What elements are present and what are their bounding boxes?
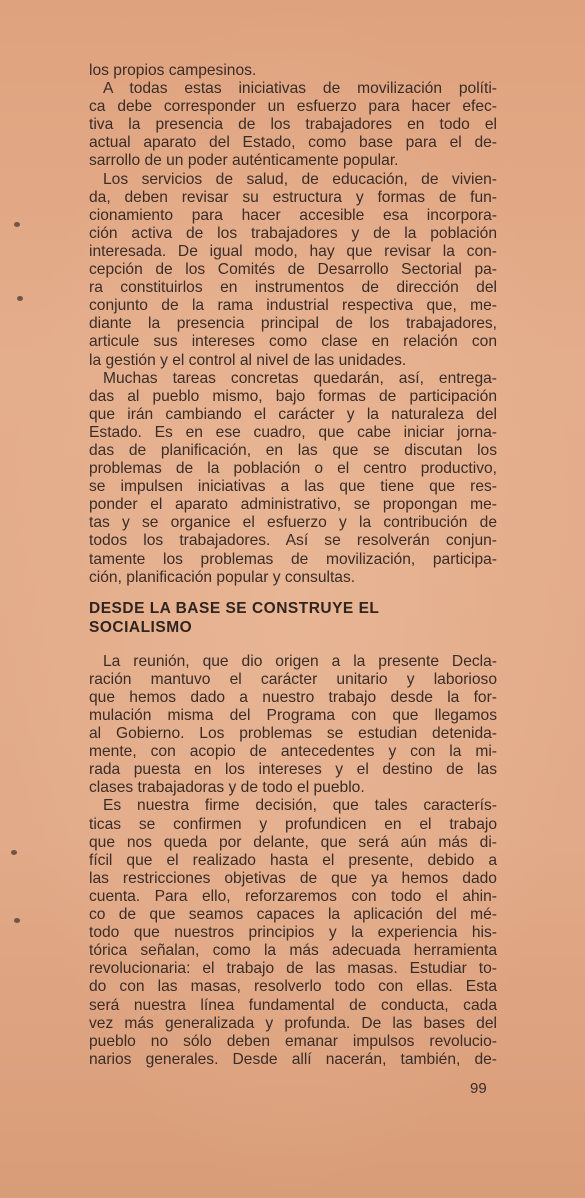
text-line: diante la presencia principal de los trabajadores, bbox=[89, 315, 497, 333]
text-line: tamente los problemas de movilización, participa- bbox=[89, 550, 497, 568]
text-line: articule sus intereses como clase en relación con bbox=[89, 333, 497, 351]
text-line: ra constituirlos en instrumentos de dirección del bbox=[89, 279, 497, 297]
text-line: tórica señalan, como la más adecuada herramienta bbox=[89, 942, 497, 960]
text-line: das de planificación, en las que se discutan los bbox=[89, 441, 497, 459]
text-line: cionamiento para hacer accesible esa incorpora- bbox=[89, 206, 497, 224]
text-line: ca debe corresponder un esfuerzo para hacer efec- bbox=[89, 98, 497, 116]
page-number: 99 bbox=[470, 1080, 487, 1097]
text-line: los propios campesinos. bbox=[89, 62, 257, 79]
paragraph-1 bbox=[89, 62, 497, 80]
text-line: narios generales. Desde allí nacerán, también, de- bbox=[89, 1050, 497, 1068]
text-line: ponder el aparato administrativo, se propongan me- bbox=[89, 496, 497, 514]
text-line: co de que seamos capaces la aplicación del mé- bbox=[89, 906, 497, 924]
text-line: será nuestra línea fundamental de conducta, cada bbox=[89, 996, 497, 1014]
paragraph-6 bbox=[89, 797, 497, 1068]
heading-line: SOCIALISMO bbox=[89, 618, 193, 636]
text-line: mulación misma del Programa con que llegamos bbox=[89, 707, 497, 724]
text-line: todos los trabajadores. Así se resolverán conjun- bbox=[89, 532, 497, 550]
binding-hole-mark bbox=[14, 918, 20, 923]
binding-hole-mark bbox=[17, 296, 23, 301]
text-line: cuenta. Para ello, reforzaremos con todo el ahin- bbox=[89, 887, 497, 905]
text-line: rada puesta en los intereses y el destino de las bbox=[89, 761, 497, 779]
text-line: que nos queda por delante, que será aún más di- bbox=[89, 833, 497, 851]
text-line: tiva la presencia de los trabajadores en todo el bbox=[89, 116, 497, 134]
text-line: conjunto de la rama industrial respectiva que, me- bbox=[89, 297, 497, 315]
text-line: sarrollo de un poder auténticamente popular. bbox=[89, 152, 399, 170]
binding-hole-mark bbox=[14, 222, 20, 227]
text-line: La reunión, que dio origen a la presente Decla- bbox=[103, 652, 497, 670]
text-line: pueblo no sólo deben emanar impulsos revolucio- bbox=[89, 1032, 497, 1050]
text-line: Los servicios de salud, de educación, de vivien- bbox=[103, 170, 497, 188]
text-line: problemas de la población o el centro productivo, bbox=[89, 460, 497, 478]
text-line: das al pueblo mismo, bajo formas de participación bbox=[89, 387, 497, 405]
text-line: todo que nuestros principios y la experiencia his- bbox=[89, 924, 497, 942]
section-heading bbox=[89, 599, 497, 637]
text-line: ticas se confirmen y profundicen en el trabajo bbox=[89, 815, 497, 833]
text-line: vez más generalizada y profunda. De las bases del bbox=[89, 1014, 497, 1032]
text-line: Muchas tareas concretas quedarán, así, entrega- bbox=[103, 369, 497, 387]
text-line: tas y se organice el esfuerzo y la contribución de bbox=[89, 514, 497, 532]
text-line: fícil que el realizado hasta el presente, debido a bbox=[89, 851, 497, 869]
text-line: Es nuestra firme decisión, que tales caracterís- bbox=[103, 797, 497, 815]
text-line: cepción de los Comités de Desarrollo Sectorial pa- bbox=[89, 261, 497, 279]
text-line: que hemos dado a nuestro trabajo desde la for- bbox=[89, 688, 497, 706]
text-line: ción activa de los trabajadores y de la población bbox=[89, 224, 497, 242]
text-line: las restricciones objetivas de que ya hemos dado bbox=[89, 869, 497, 887]
paragraph-3 bbox=[89, 171, 497, 370]
text-line: al Gobierno. Los problemas se estudian detenida- bbox=[89, 725, 497, 743]
text-line: mente, con acopio de antecedentes y con la mi- bbox=[89, 743, 497, 761]
text-line: ración mantuvo el carácter unitario y laborioso bbox=[89, 670, 497, 688]
paragraph-5 bbox=[89, 653, 497, 798]
text-line: que irán cambiando el carácter y la naturaleza del bbox=[89, 405, 497, 423]
binding-hole-mark bbox=[11, 850, 17, 855]
text-line: se impulsen iniciativas a las que tiene que res- bbox=[89, 478, 497, 496]
paragraph-2 bbox=[89, 80, 497, 170]
text-line: revolucionaria: el trabajo de las masas. Estudiar to- bbox=[89, 960, 497, 978]
text-line: actual aparato del Estado, como base para el de- bbox=[89, 134, 497, 152]
body-text bbox=[89, 62, 497, 1069]
text-line: A todas estas iniciativas de movilización políti- bbox=[103, 80, 497, 98]
text-line: Estado. Es en ese cuadro, que cabe iniciar jorna- bbox=[89, 423, 497, 441]
paragraph-4 bbox=[89, 370, 497, 587]
text-line: ción, planificación popular y consultas. bbox=[89, 568, 356, 586]
text-line: interesada. De igual modo, hay que revisar la con- bbox=[89, 242, 497, 260]
text-line: da, deben revisar su estructura y formas de fun- bbox=[89, 188, 497, 206]
text-line: clases trabajadoras y de todo el pueblo. bbox=[89, 779, 365, 797]
text-line: do con las masas, resolverlo todo con ellas. Esta bbox=[89, 978, 497, 996]
heading-line: DESDE LA BASE SE CONSTRUYE EL bbox=[89, 599, 380, 617]
text-line: la gestión y el control al nivel de las unidades. bbox=[89, 351, 407, 369]
